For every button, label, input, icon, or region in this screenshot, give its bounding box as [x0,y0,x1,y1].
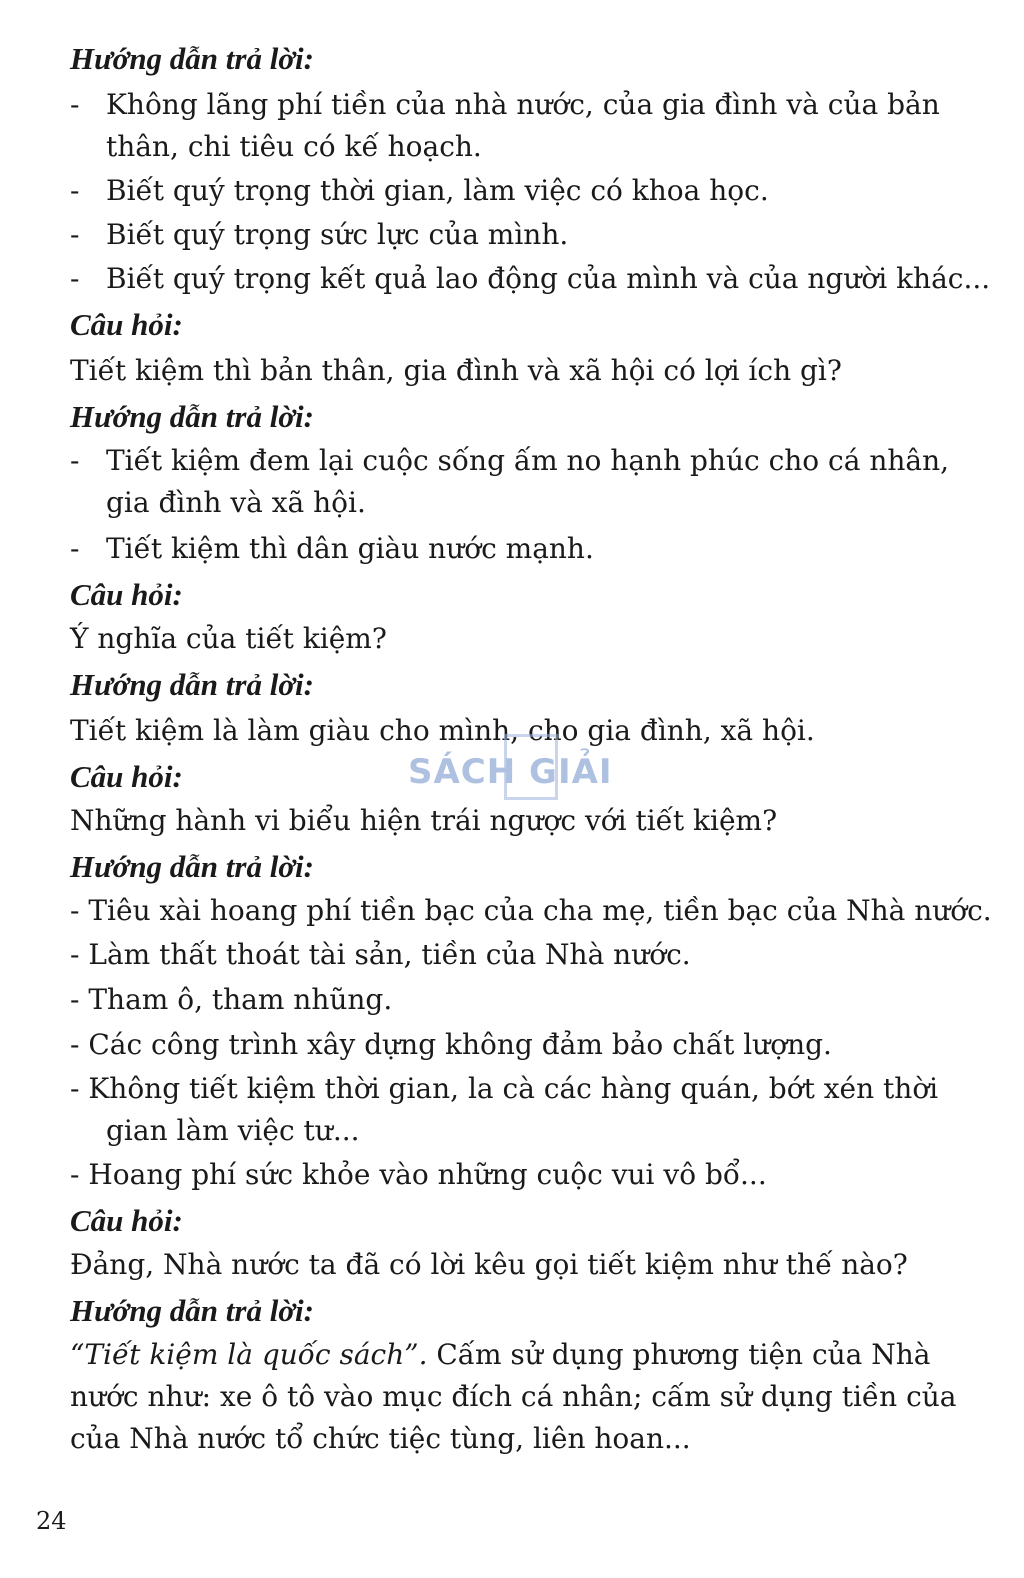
bullet-dash: - [70,444,80,477]
answer-paragraph [70,1338,931,1372]
bullet-item: Biết quý trọng kết quả lao động của mình và của người khác... [106,262,991,295]
bullet-dash: - [70,532,80,565]
bullet-item: Tiết kiệm thì dân giàu nước mạnh. [106,532,594,565]
bullet-dash: - [70,174,80,207]
bullet-item: - Hoang phí sức khỏe vào những cuộc vui vô bổ... [70,1158,767,1191]
bullet-continuation: thân, chi tiêu có kế hoạch. [106,130,482,163]
section-heading: Hướng dẫn trả lời: [70,41,314,76]
bullet-dash: - [70,262,80,295]
bullet-item: - Làm thất thoát tài sản, tiền của Nhà nước. [70,938,691,971]
paragraph-line: Những hành vi biểu hiện trái ngược với tiết kiệm? [70,804,778,837]
bullet-item: - Các công trình xây dựng không đảm bảo chất lượng. [70,1028,832,1061]
section-heading: Câu hỏi: [70,577,183,612]
section-heading: Câu hỏi: [70,759,183,794]
bullet-item: Biết quý trọng sức lực của mình. [106,218,569,251]
bullet-continuation: gia đình và xã hội. [106,486,366,519]
paragraph-line: Tiết kiệm thì bản thân, gia đình và xã hội có lợi ích gì? [70,354,842,387]
paragraph-line: Đảng, Nhà nước ta đã có lời kêu gọi tiết kiệm như thế nào? [70,1248,908,1281]
bullet-continuation: gian làm việc tư... [106,1114,360,1147]
bullet-item: - Tiêu xài hoang phí tiền bạc của cha mẹ, tiền bạc của Nhà nước. [70,894,992,927]
paragraph-line: nước như: xe ô tô vào mục đích cá nhân; cấm sử dụng tiền của [70,1380,957,1413]
bullet-item: - Không tiết kiệm thời gian, la cà các hàng quán, bớt xén thời [70,1072,939,1105]
section-heading: Câu hỏi: [70,307,183,342]
bullet-item: Biết quý trọng thời gian, làm việc có khoa học. [106,174,769,207]
paragraph-line: Ý nghĩa của tiết kiệm? [70,622,387,655]
paragraph-line: của Nhà nước tổ chức tiệc tùng, liên hoan... [70,1422,691,1455]
section-heading: Hướng dẫn trả lời: [70,849,314,884]
watermark-text: SÁCH GIẢI [408,752,613,792]
bullet-dash: - [70,88,80,121]
paragraph-line: Tiết kiệm là làm giàu cho mình, cho gia đình, xã hội. [70,714,815,747]
quote-text: “Tiết kiệm là quốc sách”. [70,1338,428,1371]
section-heading: Hướng dẫn trả lời: [70,399,314,434]
section-heading: Hướng dẫn trả lời: [70,667,314,702]
bullet-item: Tiết kiệm đem lại cuộc sống ấm no hạnh phúc cho cá nhân, [106,444,950,477]
section-heading: Câu hỏi: [70,1203,183,1238]
bullet-item: Không lãng phí tiền của nhà nước, của gia đình và của bản [106,88,940,121]
section-heading: Hướng dẫn trả lời: [70,1293,314,1328]
paragraph-text: Cấm sử dụng phương tiện của Nhà [427,1338,931,1371]
watermark-logo [408,732,618,810]
bullet-dash: - [70,218,80,251]
bullet-item: - Tham ô, tham nhũng. [70,983,393,1016]
page-number: 24 [36,1507,67,1535]
